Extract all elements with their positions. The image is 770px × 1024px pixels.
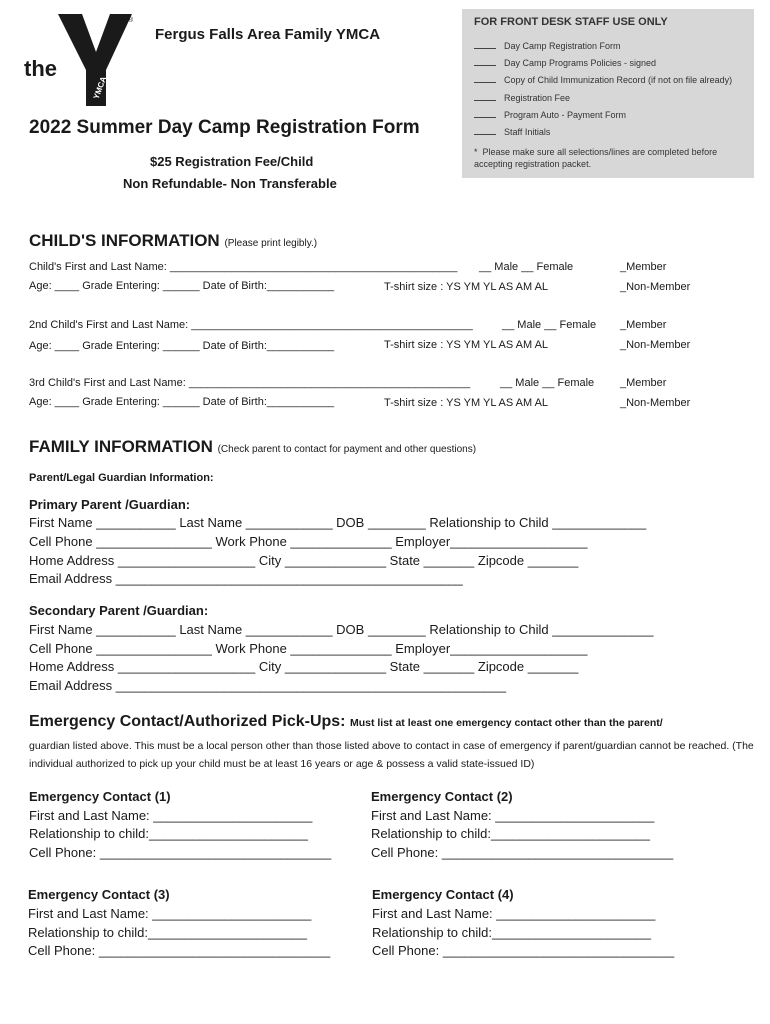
logo-letters: YMCA	[91, 75, 109, 101]
child2-age-grade-dob[interactable]: Age: ____ Grade Entering: ______ Date of Birth:___________	[29, 340, 335, 352]
child-info-heading: CHILD'S INFORMATION (Please print legibly.)	[29, 231, 318, 250]
primary-guardian-label: Primary Parent /Guardian:	[29, 497, 191, 512]
child3-member-option[interactable]: _Member	[620, 377, 667, 389]
staff-checklist-item[interactable]: Day Camp Programs Policies - signed	[474, 58, 656, 68]
child1-nonmember-option[interactable]: _Non-Member	[620, 281, 691, 293]
staff-box-heading: FOR FRONT DESK STAFF USE ONLY	[474, 16, 668, 28]
emergency-contact-1-relationship[interactable]: Relationship to child:______________________	[29, 826, 309, 841]
emergency-contact-3-label: Emergency Contact (3)	[28, 887, 170, 902]
child2-gender-field[interactable]: __ Male __ Female	[502, 319, 597, 331]
emergency-contact-2-phone[interactable]: Cell Phone: ________________________________	[371, 845, 674, 860]
primary-address-fields[interactable]: Home Address ___________________ City ______________ State _______ Zipcode _______	[29, 553, 579, 568]
emergency-contact-1-phone[interactable]: Cell Phone: ________________________________	[29, 845, 332, 860]
secondary-address-fields[interactable]: Home Address ___________________ City ______________ State _______ Zipcode _______	[29, 659, 579, 674]
form-title: 2022 Summer Day Camp Registration Form	[29, 117, 420, 138]
emergency-contact-2-name[interactable]: First and Last Name: ______________________	[371, 808, 655, 823]
child1-tshirt-size[interactable]: T-shirt size : YS YM YL AS AM AL	[384, 281, 549, 293]
child2-member-option[interactable]: _Member	[620, 319, 667, 331]
child2-name-field[interactable]: 2nd Child's First and Last Name: ______________________________________________	[29, 319, 473, 331]
child3-nonmember-option[interactable]: _Non-Member	[620, 397, 691, 409]
fee-line: $25 Registration Fee/Child	[150, 154, 314, 169]
primary-phone-employer-fields[interactable]: Cell Phone ________________ Work Phone ______________ Employer___________________	[29, 534, 588, 549]
ymca-logo	[24, 14, 136, 106]
emergency-contact-4-phone[interactable]: Cell Phone: ________________________________	[372, 943, 675, 958]
staff-note: * Please make sure all selections/lines are completed before accepting registration packet.	[474, 147, 718, 169]
emergency-paragraph: guardian listed above. This must be a local person other than those listed above to contact in case of emergency if parent/guardian cannot be reached. (The individual authorized to pick up your child must be at least 16 years or age & possess a valid state-issued ID)	[29, 740, 754, 770]
org-name: Fergus Falls Area Family YMCA	[155, 26, 381, 43]
child1-gender-field[interactable]: __ Male __ Female	[479, 261, 574, 273]
primary-email-field[interactable]: Email Address ________________________________________________	[29, 571, 463, 586]
child1-age-grade-dob[interactable]: Age: ____ Grade Entering: ______ Date of Birth:___________	[29, 280, 335, 292]
emergency-contact-4-label: Emergency Contact (4)	[372, 887, 514, 902]
emergency-contact-2-label: Emergency Contact (2)	[371, 789, 513, 804]
emergency-contact-3-phone[interactable]: Cell Phone: ________________________________	[28, 943, 331, 958]
staff-use-box	[462, 9, 754, 178]
family-info-heading: FAMILY INFORMATION (Check parent to contact for payment and other questions)	[29, 437, 477, 456]
secondary-email-field[interactable]: Email Address ______________________________________________________	[29, 678, 507, 693]
nonrefundable-line: Non Refundable- Non Transferable	[123, 176, 337, 191]
secondary-name-dob-fields[interactable]: First Name ___________ Last Name ____________ DOB ________ Relationship to Child ______________	[29, 622, 654, 637]
primary-name-dob-fields[interactable]: First Name ___________ Last Name ____________ DOB ________ Relationship to Child _____________	[29, 515, 647, 530]
secondary-phone-employer-fields[interactable]: Cell Phone ________________ Work Phone ______________ Employer___________________	[29, 641, 588, 656]
logo-registered-mark: ®	[128, 17, 134, 24]
logo-word: the	[24, 56, 57, 81]
child1-member-option[interactable]: _Member	[620, 261, 667, 273]
emergency-contact-4-name[interactable]: First and Last Name: ______________________	[372, 906, 656, 921]
child1-name-field[interactable]: Child's First and Last Name: _______________________________________________	[29, 261, 458, 273]
child2-tshirt-size[interactable]: T-shirt size : YS YM YL AS AM AL	[384, 339, 549, 351]
child3-name-field[interactable]: 3rd Child's First and Last Name: ______________________________________________	[29, 377, 471, 389]
staff-checklist-item[interactable]: Day Camp Registration Form	[474, 41, 621, 51]
child3-age-grade-dob[interactable]: Age: ____ Grade Entering: ______ Date of Birth:___________	[29, 396, 335, 408]
emergency-contact-1-name[interactable]: First and Last Name: ______________________	[29, 808, 313, 823]
emergency-heading: Emergency Contact/Authorized Pick-Ups: Must list at least one emergency contact other than the parent/	[29, 713, 663, 730]
secondary-guardian-label: Secondary Parent /Guardian:	[29, 603, 209, 618]
emergency-contact-3-relationship[interactable]: Relationship to child:______________________	[28, 925, 308, 940]
staff-checklist-item[interactable]: Copy of Child Immunization Record (if not on file already)	[474, 75, 732, 85]
emergency-contact-1-label: Emergency Contact (1)	[29, 789, 171, 804]
child2-nonmember-option[interactable]: _Non-Member	[620, 339, 691, 351]
emergency-contact-2-relationship[interactable]: Relationship to child:______________________	[371, 826, 651, 841]
emergency-contact-4-relationship[interactable]: Relationship to child:______________________	[372, 925, 652, 940]
guardian-info-label: Parent/Legal Guardian Information:	[29, 472, 214, 484]
emergency-contact-3-name[interactable]: First and Last Name: ______________________	[28, 906, 312, 921]
staff-checklist-item[interactable]: Registration Fee	[474, 93, 570, 103]
child3-tshirt-size[interactable]: T-shirt size : YS YM YL AS AM AL	[384, 397, 549, 409]
staff-checklist-item[interactable]: Staff Initials	[474, 127, 550, 137]
staff-checklist-item[interactable]: Program Auto - Payment Form	[474, 110, 626, 120]
child3-gender-field[interactable]: __ Male __ Female	[500, 377, 595, 389]
